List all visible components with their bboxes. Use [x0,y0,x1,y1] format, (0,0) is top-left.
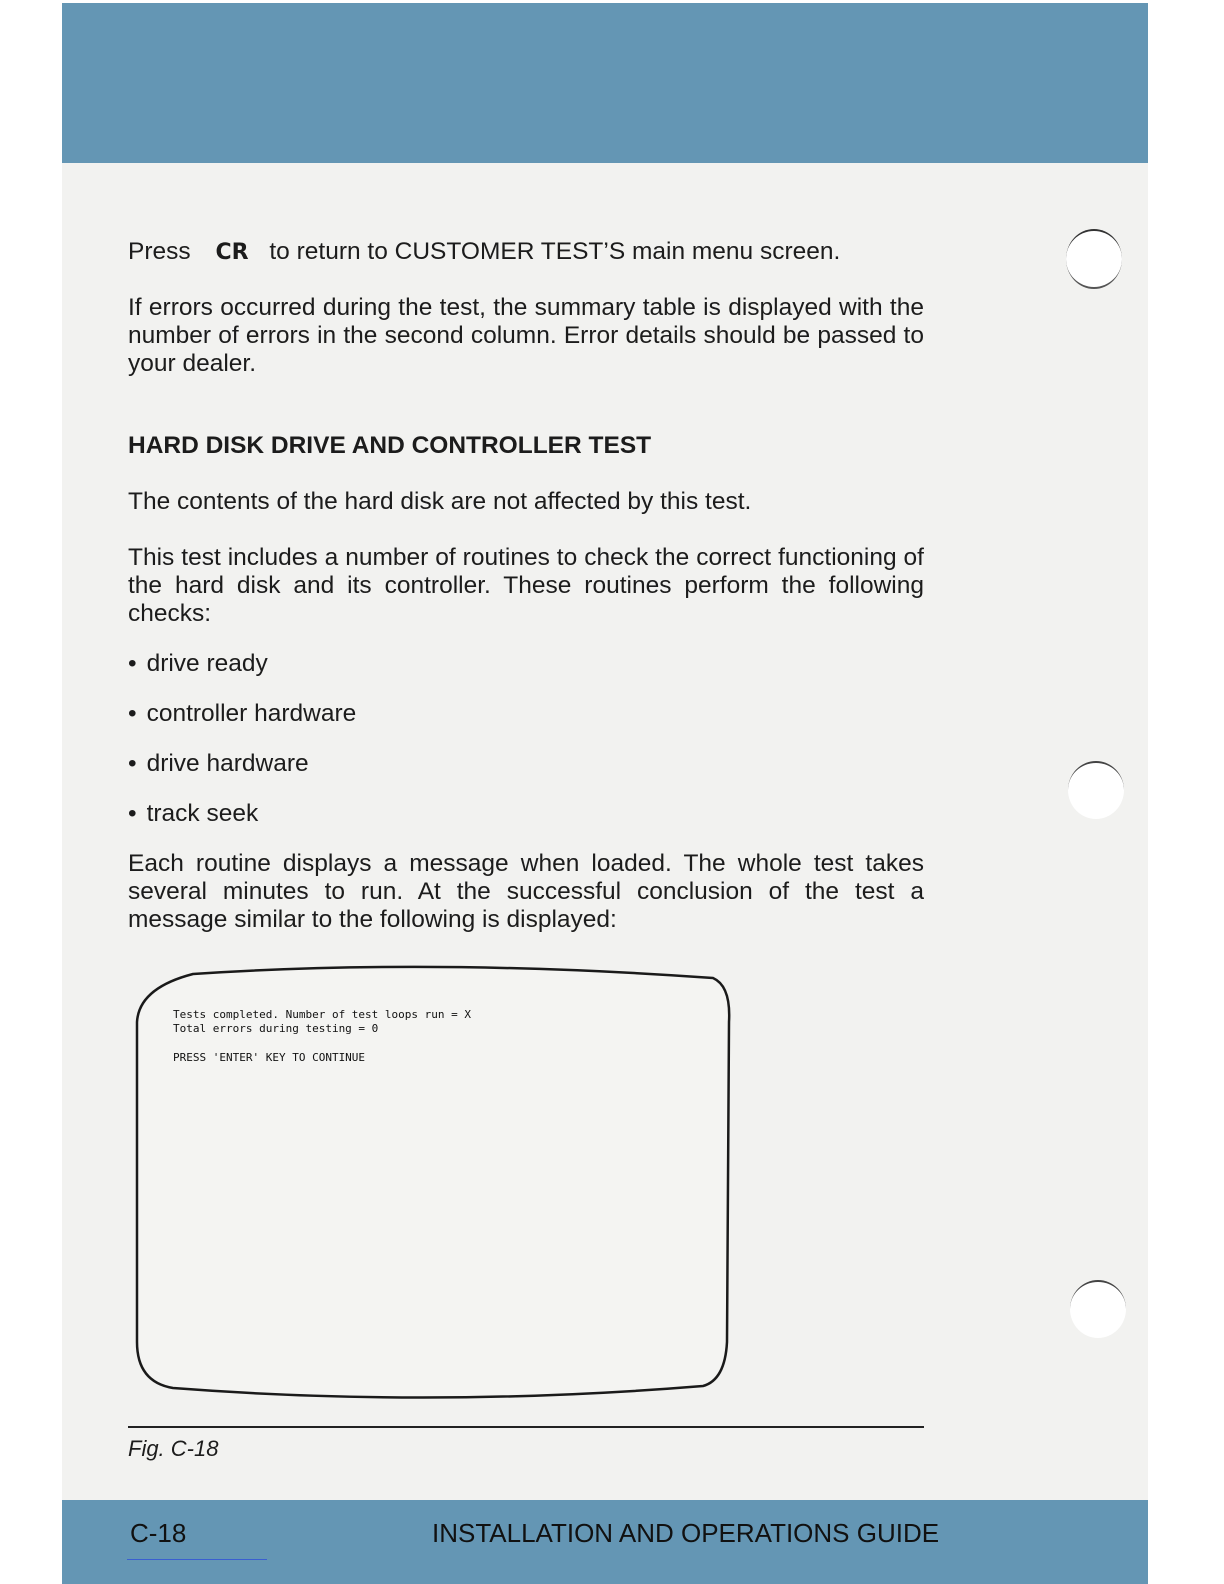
press-prefix: Press [128,238,191,265]
figure-rule [128,1426,924,1428]
screen-line-3: PRESS 'ENTER' KEY TO CONTINUE [173,1051,366,1064]
figure-caption: Fig. C-18 [128,1436,219,1461]
bullet-dot: • [128,700,137,727]
footer-underline [127,1559,267,1560]
screen-line-2: Total errors during testing = 0 [173,1022,379,1035]
check-label: drive ready [146,650,268,677]
check-label: track seek [146,800,259,827]
routines-paragraph: This test includes a number of routines to check the correct functioning of the hard disk and its controller. These routines perform the following checks: [128,544,924,627]
screen-line-1: Tests completed. Number of test loops run = X [173,1008,472,1021]
each-routine-paragraph: Each routine displays a message when loaded. The whole test takes several minutes to run. At the successful conclusion of the test a message similar to the following is displayed: [128,850,924,933]
check-label: drive hardware [146,750,309,777]
press-suffix: to return to CUSTOMER TEST’S main menu screen. [269,238,841,265]
footer-page-number: C-18 [130,1518,187,1548]
errors-paragraph: If errors occurred during the test, the summary table is displayed with the number of errors in the second column. Error details should be passed to your dealer. [128,294,924,377]
bullet-dot: • [128,650,137,677]
bullet-dot: • [128,750,137,777]
binder-hole-top [1066,229,1122,289]
intro-line [128,238,924,267]
binder-hole-bottom [1070,1280,1126,1338]
cr-key-label: CR [215,240,249,265]
header-band [62,3,1148,163]
footer-title: INSTALLATION AND OPERATIONS GUIDE [432,1518,940,1548]
binder-hole-middle [1068,761,1124,819]
check-item [128,750,309,778]
contents-paragraph: The contents of the hard disk are not affected by this test. [128,488,752,515]
check-label: controller hardware [146,700,357,727]
check-item [128,800,258,828]
check-item [128,650,268,678]
section-heading: HARD DISK DRIVE AND CONTROLLER TEST [128,432,652,459]
check-item [128,700,356,728]
bullet-dot: • [128,800,137,827]
